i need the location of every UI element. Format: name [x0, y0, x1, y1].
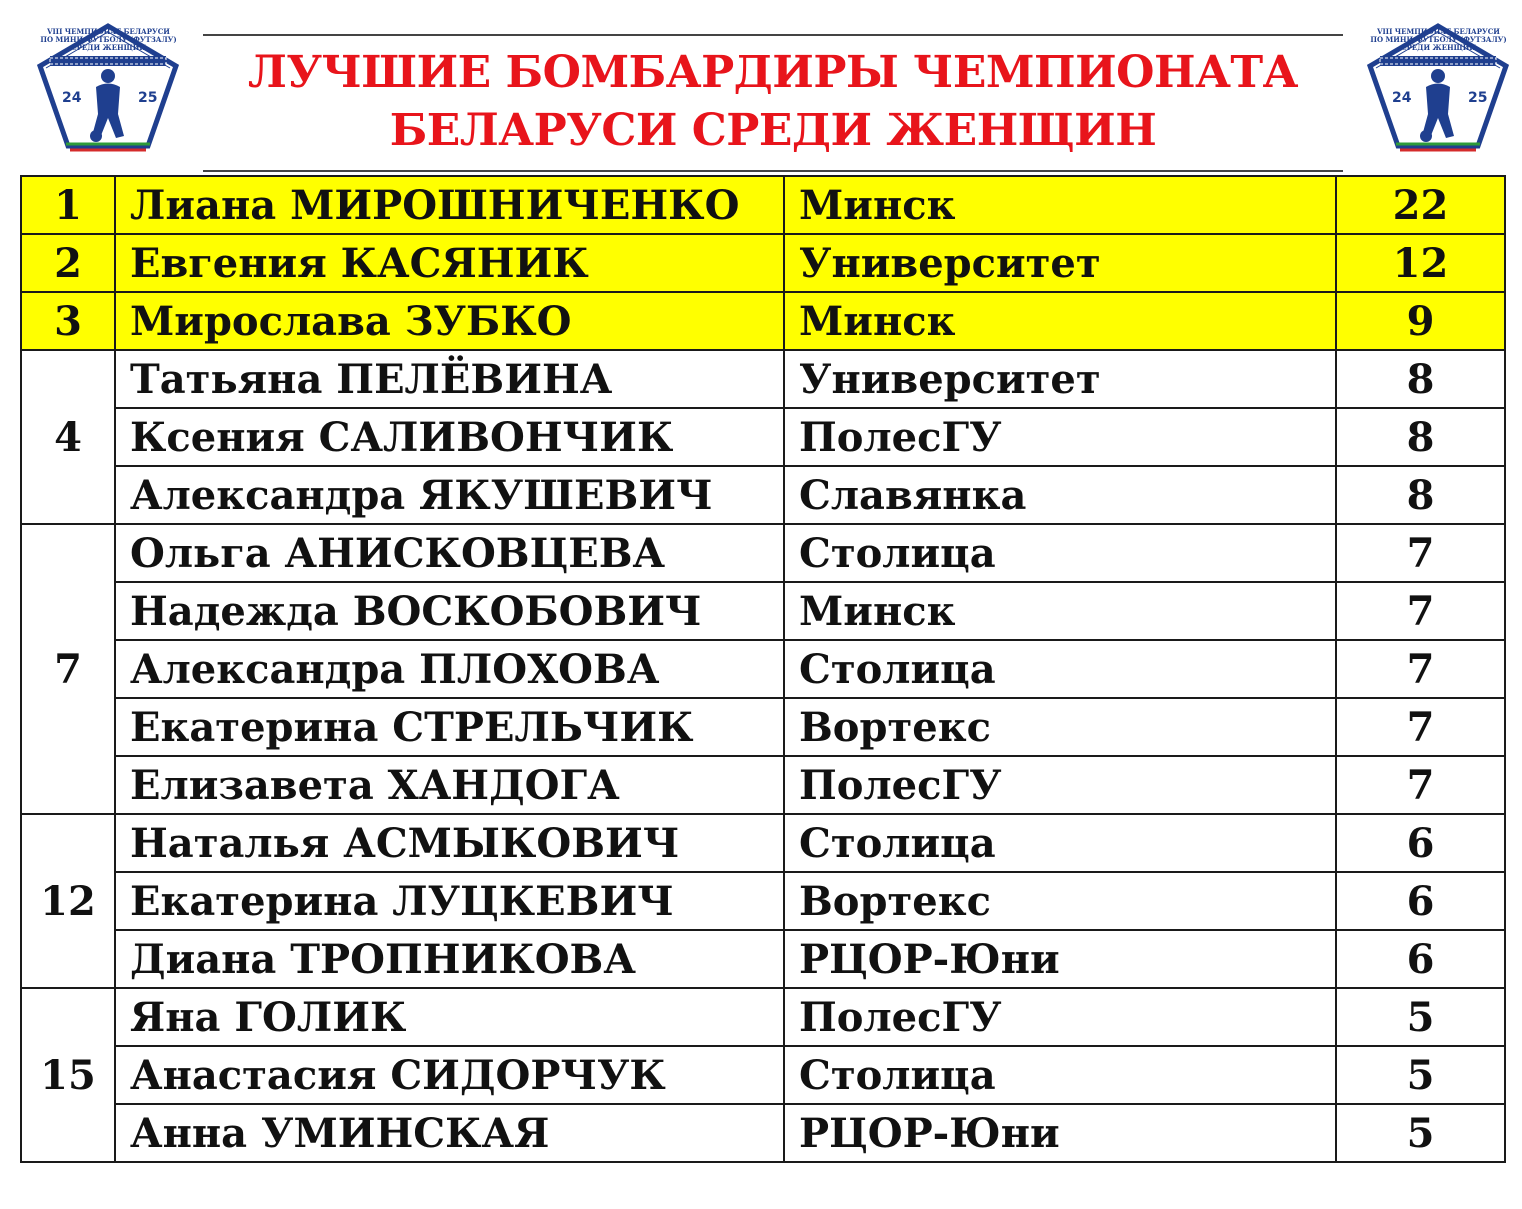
player-name-cell: Лиана МИРОШНИЧЕНКО [115, 176, 784, 234]
rank-cell: 12 [21, 814, 115, 988]
player-name-cell: Александра ПЛОХОВА [115, 640, 784, 698]
goals-cell: 6 [1336, 814, 1505, 872]
club-cell: ПолесГУ [784, 408, 1336, 466]
title-line-2: БЕЛАРУСИ СРЕДИ ЖЕНЩИН [389, 105, 1157, 156]
club-cell: Столица [784, 640, 1336, 698]
table-row [21, 872, 1505, 930]
table-row [21, 582, 1505, 640]
club-cell: Вортекс [784, 698, 1336, 756]
table-row [21, 756, 1505, 814]
player-name-cell: Диана ТРОПНИКОВА [115, 930, 784, 988]
goals-cell: 8 [1336, 408, 1505, 466]
logo-year-right: 25 [138, 90, 158, 106]
rank-cell: 3 [21, 292, 115, 350]
club-cell: Столица [784, 814, 1336, 872]
rank-cell: 1 [21, 176, 115, 234]
goals-cell: 7 [1336, 582, 1505, 640]
table-row [21, 930, 1505, 988]
logo-caption-line-1: VIII ЧЕМПИОНАТ БЕЛАРУСИ [1377, 27, 1500, 36]
logo-caption-line-3: СРЕДИ ЖЕНЩИН [71, 43, 146, 52]
player-name-cell: Ксения САЛИВОНЧИК [115, 408, 784, 466]
table-row [21, 350, 1505, 408]
rank-cell: 4 [21, 350, 115, 524]
table-row [21, 408, 1505, 466]
goals-cell: 5 [1336, 988, 1505, 1046]
goals-cell: 7 [1336, 698, 1505, 756]
page-title [203, 44, 1343, 160]
table-row [21, 814, 1505, 872]
header-bottom-rule [203, 170, 1343, 172]
table-row [21, 466, 1505, 524]
player-name-cell: Надежда ВОСКОБОВИЧ [115, 582, 784, 640]
table-row [21, 1104, 1505, 1162]
rank-cell: 2 [21, 234, 115, 292]
goals-cell: 8 [1336, 350, 1505, 408]
rank-cell: 15 [21, 988, 115, 1162]
player-name-cell: Наталья АСМЫКОВИЧ [115, 814, 784, 872]
goals-cell: 7 [1336, 756, 1505, 814]
club-cell: Столица [784, 1046, 1336, 1104]
logo-year-left: 24 [62, 90, 82, 106]
top-scorers-table [20, 175, 1506, 1163]
club-cell: Университет [784, 234, 1336, 292]
table-row [21, 234, 1505, 292]
logo-caption [1366, 28, 1511, 52]
goals-cell: 7 [1336, 640, 1505, 698]
player-name-cell: Ольга АНИСКОВЦЕВА [115, 524, 784, 582]
table-row [21, 698, 1505, 756]
goals-cell: 6 [1336, 872, 1505, 930]
goals-cell: 6 [1336, 930, 1505, 988]
logo-caption-line-3: СРЕДИ ЖЕНЩИН [1401, 43, 1476, 52]
table-row [21, 176, 1505, 234]
goals-cell: 5 [1336, 1046, 1505, 1104]
club-cell: ПолесГУ [784, 756, 1336, 814]
club-cell: Столица [784, 524, 1336, 582]
goals-cell: 12 [1336, 234, 1505, 292]
table-row [21, 640, 1505, 698]
table-row [21, 1046, 1505, 1104]
player-name-cell: Анастасия СИДОРЧУК [115, 1046, 784, 1104]
player-name-cell: Екатерина СТРЕЛЬЧИК [115, 698, 784, 756]
goals-cell: 22 [1336, 176, 1505, 234]
goals-cell: 5 [1336, 1104, 1505, 1162]
table-row [21, 292, 1505, 350]
club-cell: Славянка [784, 466, 1336, 524]
club-cell: Минск [784, 292, 1336, 350]
player-name-cell: Евгения КАСЯНИК [115, 234, 784, 292]
player-name-cell: Яна ГОЛИК [115, 988, 784, 1046]
player-name-cell: Елизавета ХАНДОГА [115, 756, 784, 814]
club-cell: РЦОР-Юни [784, 930, 1336, 988]
logo-year-left: 24 [1392, 90, 1412, 106]
player-name-cell: Анна УМИНСКАЯ [115, 1104, 784, 1162]
header-top-rule [203, 34, 1343, 36]
title-line-1: ЛУЧШИЕ БОМБАРДИРЫ ЧЕМПИОНАТА [248, 47, 1298, 98]
club-cell: Минск [784, 582, 1336, 640]
goals-cell: 7 [1336, 524, 1505, 582]
player-name-cell: Татьяна ПЕЛЁВИНА [115, 350, 784, 408]
table-row [21, 988, 1505, 1046]
rank-cell: 7 [21, 524, 115, 814]
championship-logo-left [36, 22, 181, 152]
goals-cell: 9 [1336, 292, 1505, 350]
player-name-cell: Александра ЯКУШЕВИЧ [115, 466, 784, 524]
club-cell: Минск [784, 176, 1336, 234]
club-cell: ПолесГУ [784, 988, 1336, 1046]
logo-caption-line-1: VIII ЧЕМПИОНАТ БЕЛАРУСИ [47, 27, 170, 36]
logo-year-right: 25 [1468, 90, 1488, 106]
logo-caption [36, 28, 181, 52]
player-name-cell: Мирослава ЗУБКО [115, 292, 784, 350]
club-cell: Вортекс [784, 872, 1336, 930]
championship-logo-right [1366, 22, 1511, 152]
goals-cell: 8 [1336, 466, 1505, 524]
club-cell: РЦОР-Юни [784, 1104, 1336, 1162]
club-cell: Университет [784, 350, 1336, 408]
logo-caption-line-2: ПО МИНИ-ФУТБОЛУ (ФУТЗАЛУ) [40, 35, 177, 44]
table-row [21, 524, 1505, 582]
player-name-cell: Екатерина ЛУЦКЕВИЧ [115, 872, 784, 930]
logo-caption-line-2: ПО МИНИ-ФУТБОЛУ (ФУТЗАЛУ) [1370, 35, 1507, 44]
